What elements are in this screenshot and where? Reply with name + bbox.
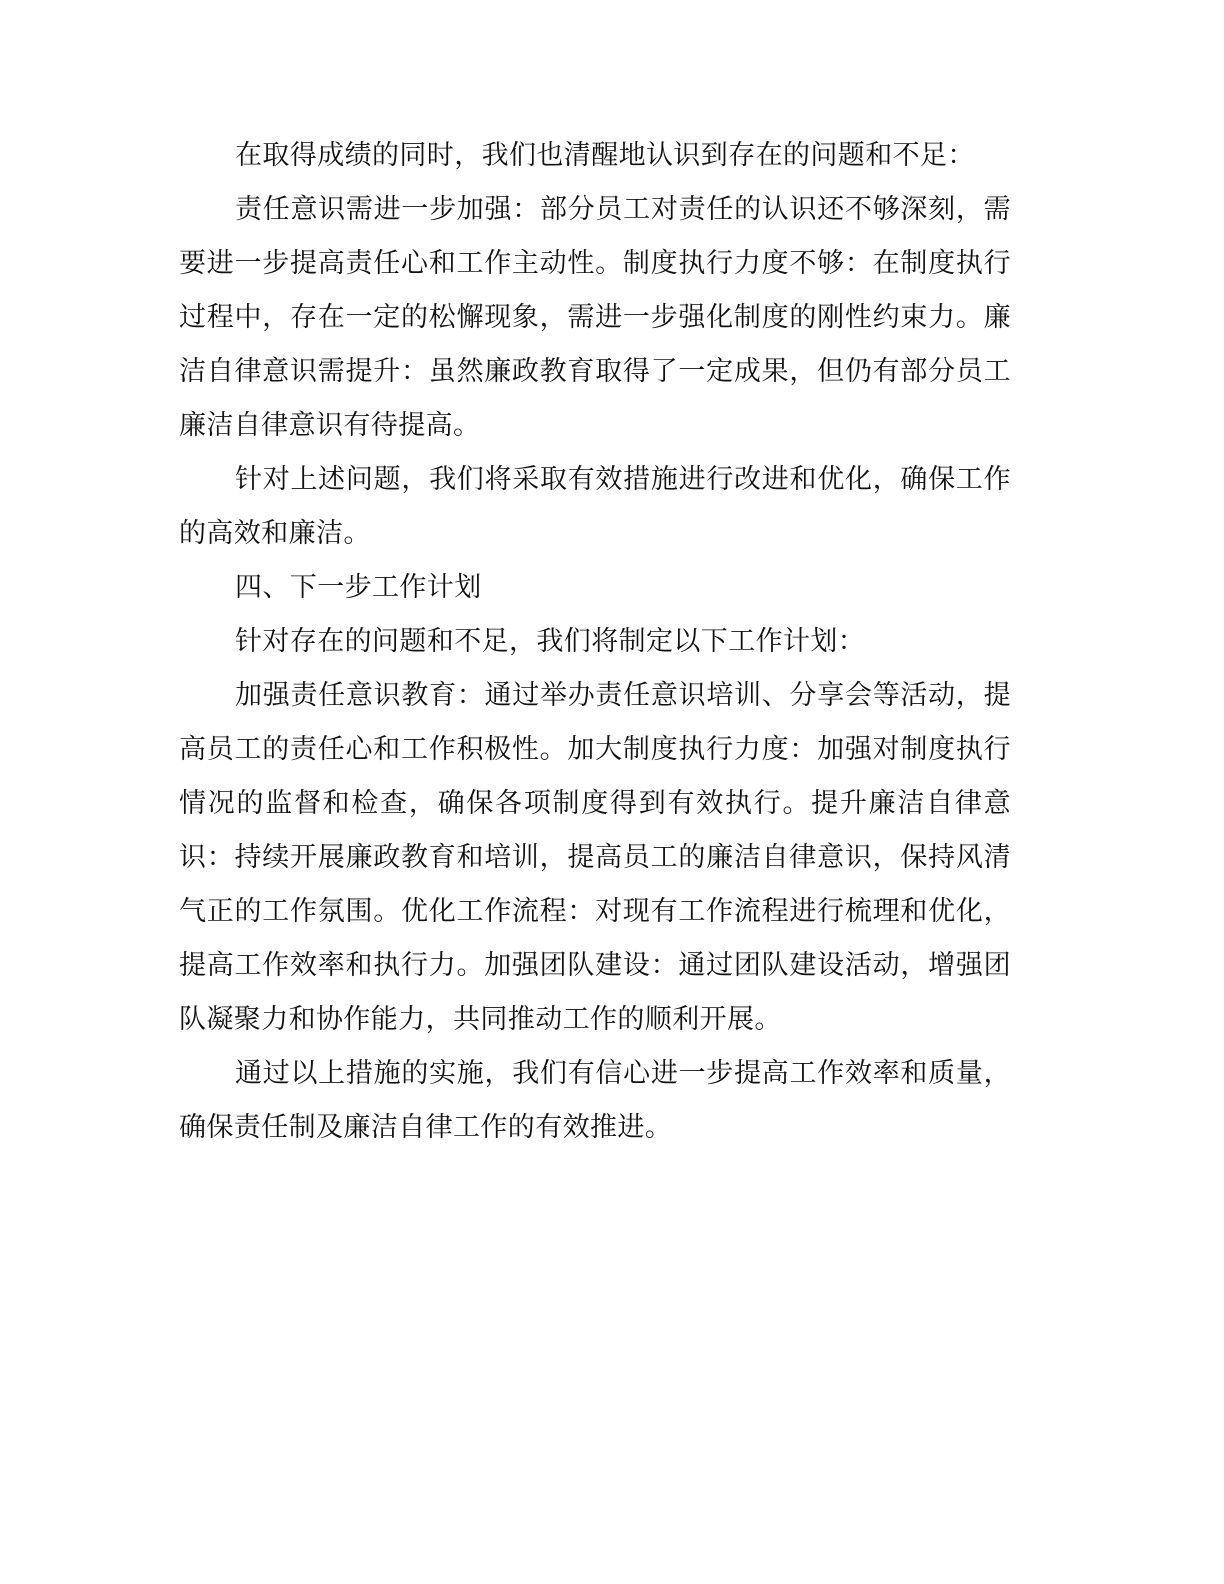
paragraph-plan-intro: 针对存在的问题和不足，我们将制定以下工作计划： [235,626,866,657]
paragraph-plan-detail: 加强责任意识教育：通过举办责任意识培训、分享会等活动，提高员工的责任心和工作积极性。加大制度执行力度：加强对制度执行情况的监督和检查，确保各项制度得到有效执行。提升廉洁自律意识：持续开展廉政教育和培训，提高员工的廉洁自律意识，保持风清气正的工作氛围。优化工作流程：对现有工作流程进行梳理和优化，提高工作效率和执行力。加强团队建设：通过团队建设活动，增强团队凝聚力和协作能力，共同推动工作的顺利开展。 [179,680,1011,1035]
document-body [179,129,1011,1155]
paragraph-improvement: 针对上述问题，我们将采取有效措施进行改进和优化，确保工作的高效和廉洁。 [179,464,1011,549]
section-heading-next-plan: 四、下一步工作计划 [235,572,482,603]
paragraph-problems-intro: 在取得成绩的同时，我们也清醒地认识到存在的问题和不足： [235,140,975,171]
paragraph-problems-detail: 责任意识需进一步加强：部分员工对责任的认识还不够深刻，需要进一步提高责任心和工作主动性。制度执行力度不够：在制度执行过程中，存在一定的松懈现象，需进一步强化制度的刚性约束力。廉洁自律意识需提升：虽然廉政教育取得了一定成果，但仍有部分员工廉洁自律意识有待提高。 [179,194,1011,441]
paragraph-conclusion: 通过以上措施的实施，我们有信心进一步提高工作效率和质量，确保责任制及廉洁自律工作的有效推进。 [179,1058,1011,1143]
